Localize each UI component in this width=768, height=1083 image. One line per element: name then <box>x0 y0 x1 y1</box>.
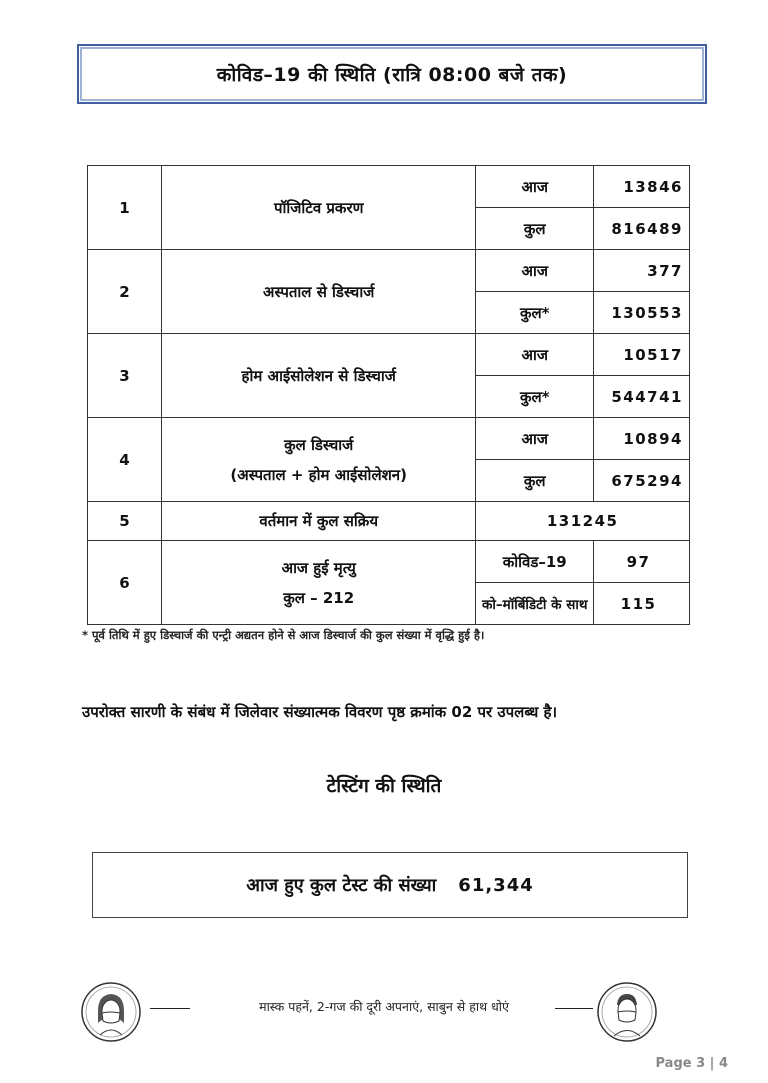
table-row <box>88 502 690 541</box>
row-description: होम आईसोलेशन से डिस्चार्ज <box>162 334 476 418</box>
covid-status-table <box>87 165 690 625</box>
footer-divider-right <box>555 1008 593 1009</box>
table-row <box>88 250 690 292</box>
sub-label: कुल* <box>476 376 594 418</box>
row-value: 10517 <box>594 334 690 376</box>
footnote: * पूर्व तिथि में हुए डिस्चार्ज की एन्ट्री अद्यतन होने से आज डिस्चार्ज की कुल संख्या में वृद्धि हुई है। <box>82 628 485 642</box>
testing-heading: टेस्टिंग की स्थिति <box>326 775 442 797</box>
page-number: Page 3 | 4 <box>655 1056 728 1071</box>
table-row <box>88 334 690 376</box>
active-cases-value: 131245 <box>476 502 690 541</box>
test-count-value: 61,344 <box>458 874 534 896</box>
footer-message: मास्क पहनें, 2-गज की दूरी अपनाएं, साबुन से हाथ धोएं <box>259 999 509 1014</box>
sub-label: कुल* <box>476 292 594 334</box>
sub-label: आज <box>476 250 594 292</box>
serial-number: 5 <box>88 502 162 541</box>
table-row <box>88 418 690 460</box>
serial-number: 2 <box>88 250 162 334</box>
row-value: 377 <box>594 250 690 292</box>
row-description: कुल डिस्चार्ज (अस्पताल + होम आईसोलेशन) <box>162 418 476 502</box>
sub-label: आज <box>476 334 594 376</box>
sub-label: कुल <box>476 208 594 250</box>
sub-label: कोविड–19 <box>476 541 594 583</box>
row-value: 97 <box>594 541 690 583</box>
test-count-box <box>92 852 688 918</box>
sub-label: कुल <box>476 460 594 502</box>
row-value: 13846 <box>594 166 690 208</box>
row-value: 675294 <box>594 460 690 502</box>
page-title: कोविड–19 की स्थिति (रात्रि 08:00 बजे तक) <box>77 44 707 104</box>
sub-label: आज <box>476 418 594 460</box>
serial-number: 1 <box>88 166 162 250</box>
serial-number: 4 <box>88 418 162 502</box>
row-description: आज हुई मृत्यु कुल – 212 <box>162 541 476 625</box>
table-row <box>88 541 690 583</box>
row-value: 816489 <box>594 208 690 250</box>
row-value: 130553 <box>594 292 690 334</box>
sub-label: आज <box>476 166 594 208</box>
serial-number: 3 <box>88 334 162 418</box>
row-value: 544741 <box>594 376 690 418</box>
row-description: अस्पताल से डिस्चार्ज <box>162 250 476 334</box>
district-reference-text: उपरोक्त सारणी के संबंध में जिलेवार संख्यात्मक विवरण पृष्ठ क्रमांक 02 पर उपलब्ध है। <box>82 703 558 721</box>
table-row <box>88 166 690 208</box>
row-description: पॉजिटिव प्रकरण <box>162 166 476 250</box>
row-value: 115 <box>594 583 690 625</box>
serial-number: 6 <box>88 541 162 625</box>
test-count-label: आज हुए कुल टेस्ट की संख्या <box>246 875 437 896</box>
sub-label: को–मॉर्बिडिटी के साथ <box>476 583 594 625</box>
masked-man-icon <box>596 981 658 1043</box>
row-description: वर्तमान में कुल सक्रिय <box>162 502 476 541</box>
row-value: 10894 <box>594 418 690 460</box>
